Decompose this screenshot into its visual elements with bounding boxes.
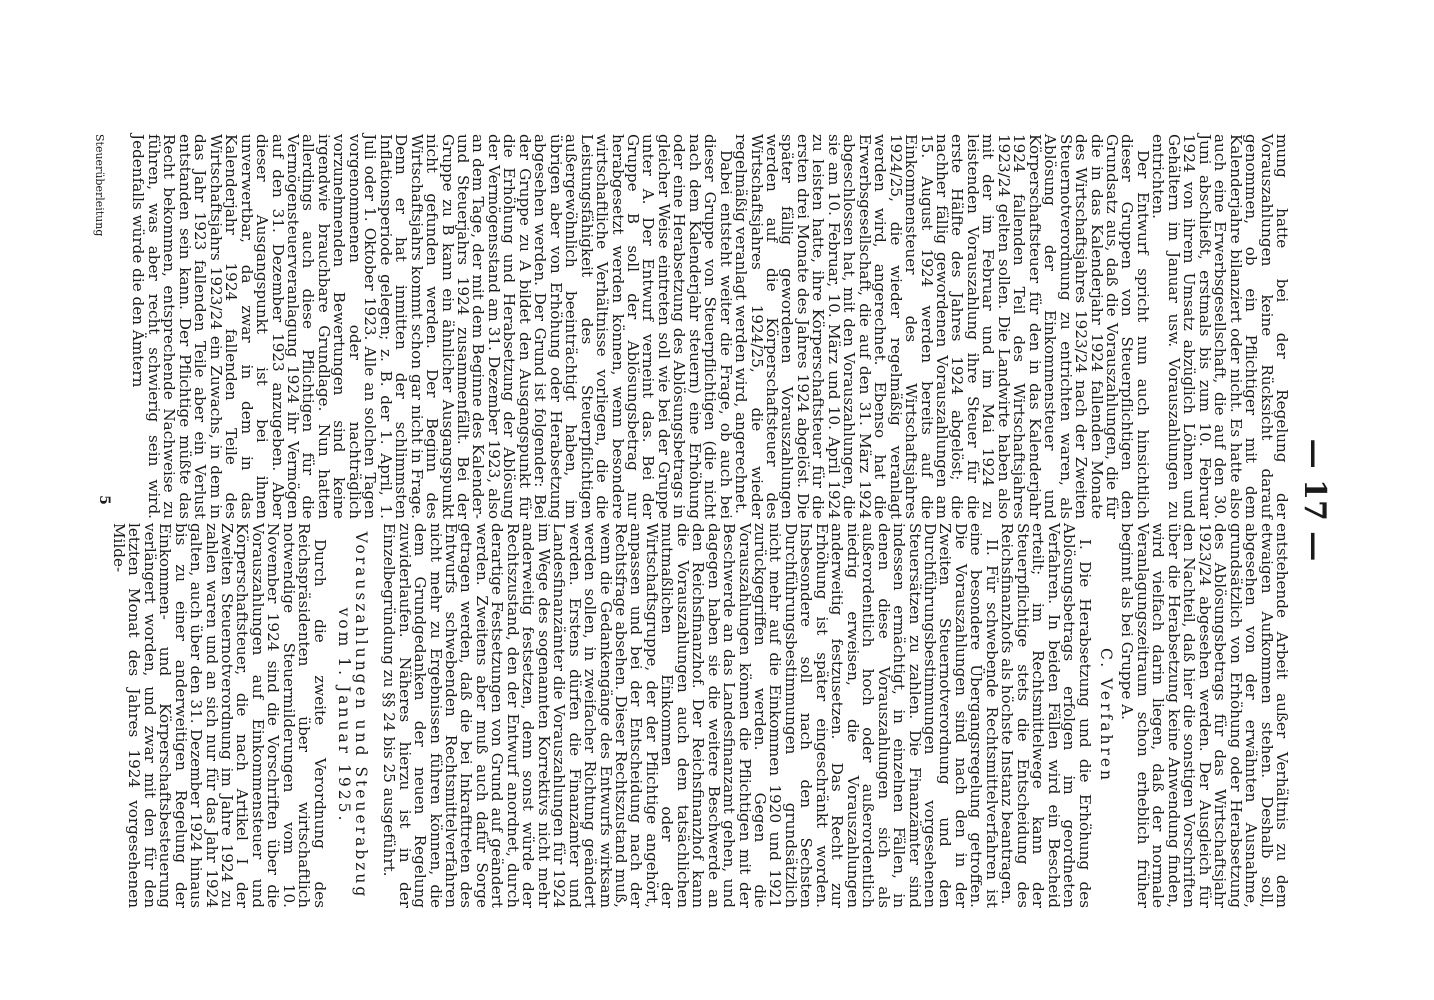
page-number: — 17 —: [1297, 438, 1332, 562]
paragraph: II. Für schwebende Rechtsmittelverfahren ist eine besondere Übergangsregelung getroffen. Die Vorauszahlungen sind nach den in der Zweiten Steuernotverordnung und den Durchführungsbestimmungen vorgesehenen Steuersätzen zu zahlen. Die Finanzämter sind indessen ermächtigt, in einzelnen Fällen, in denen diese Vorauszahlungen sich als außerordentlich hoch oder außerordentlich niedrig erweisen, die Vorauszahlungen anderweitig festzusetzen. Das Recht zur Erhöhung ist später eingeschränkt worden. Insbesondere soll nach den Sechsten Durchführungsbestimmungen grundsätzlich nicht mehr auf die Einkommen 1920 und 1921 zurückgegriffen werden. Gegen die Vorauszahlungen können die Pflichtigen mit der Beschwerde an das Landesfinanzamt gehen, und dagegen haben sie die weitere Beschwerde an den Reichsfinanzhof. Der Reichsfinanzhof kann die Vorauszahlungen auch dem tatsächlichen mutmaßlichen Einkommen oder der Wirtschaftsgruppe, der der Pflichtige angehört, anpassen und bei der Entscheidung nach der Rechtsfrage absehen. Dieser Rechtszustand muß, wenn die Gedankengänge des Entwurfs wirksam werden sollen, in zweifacher Richtung geändert werden. Erstens dürfen die Finanzämter und Landesfinanzämter die Vorauszahlungen für 1924 im Wege des sogenannten Korrektivs nicht mehr anderweitig festsetzen, denn sonst würde der Rechtszustand, den der Entwurf anordnet, durch derartige Festsetzungen von Grund auf geändert werden. Zweitens aber muß auch dafür Sorge getragen werden, daß die bei Inkrafttreten des Entwurfs schwebenden Rechtsmittelverfahren nicht mehr zu Ergebnissen führen können, die dem Grundgedanken der neuen Regelung zuwiderlaufen. Näheres hierzu ist in der Einzelbegründung zu §§ 24 bis 25 ausgeführt.: [380, 523, 1001, 908]
paragraph: Der Entwurf spricht nun auch hinsichtlich dieser Gruppen von Steuerpflichtigen den Grundsatz aus, daß die Vorauszahlungen, die für die in das Kalenderjahr 1924 fallenden Monate des Wirtschaftsjahres 1923/24 nach der Zweiten Steuernotverordnung zu entrichten waren, als Ablösung der Einkommensteuer und Körperschaftsteuer für den in das Kalenderjahr 1924 fallenden Teil des Wirtschaftsjahres 1923/24 gelten sollen. Die Landwirte haben also mit der im Februar und im Mai 1924 zu leistenden Vorauszahlung ihre Steuer für die erste Hälfte des Jahres 1924 abgelöst; die nachher fällig gewordenen Vorauszahlungen am 15. August 1924 werden bereits auf die Einkommensteuer des Wirtschaftsjahres 1924/25, die wieder regelmäßig veranlagt werden wird, angerechnet. Ebenso hat die Erwerbsgesellschaft, die auf den 31. März 1924 abgeschlossen hat, mit den Vorauszahlungen, die sie am 10. Februar, 10. März und 10. April 1924 zu leisten hatte, ihre Körperschaftsteuer für die ersten drei Monate des Jahres 1924 abgelöst. Die später fällig gewordenen Vorauszahlungen werden auf die Körperschaftsteuer des Wirtschaftsjahres 1924/25, die wieder regelmäßig veranlagt werden wird, angerechnet.: [732, 134, 1152, 519]
paragraph: Dabei entsteht weiter die Frage, ob auch bei dieser Gruppe von Steuerpflichtigen (die nicht nach dem Kalenderjahr steuern) eine Erhöhung oder eine Herabsetzung des Ablösungsbetrags in gleicher Weise eintreten soll wie bei der Gruppe unter A. Der Entwurf verneint das. Bei der Gruppe B soll der Ablösungsbetrag nur herabgesetzt werden können, wenn besondere wirtschaftliche Verhältnisse vorliegen, die die Leistungsfähigkeit des Steuerpflichtigen außergewöhnlich beeinträchtigt haben, im übrigen aber von Erhöhung oder Herabsetzung abgesehen werden. Der Grund ist folgender: Bei der Gruppe zu A bildet den Ausgangspunkt für die Erhöhung und Herabsetzung der Ablösung der Vermögensstand am 31. Dezember 1923, also an dem Tage, der mit dem Beginne des Kalender- und Steuerjahrs 1924 zusammenfällt. Bei der Gruppe zu B kann ein ähnlicher Ausgangspunkt nicht gefunden werden. Der Beginn des Wirtschaftsjahrs kommt schon gar nicht in Frage. Denn er hat inmitten der schlimmsten Inflationsperiode gelegen; z. B. der 1. April, 1. Juli oder 1. Oktober 1923. Alle an solchen Tagen vorgenommenen oder nachträglich vorzunehmenden Bewertungen sind keine irgendwie brauchbare Grundlage. Nun hatten allerdings auch diese Pflichtigen für die Vermögensteuerveranlagung 1924 ihr Vermögen auf den 31. Dezember 1923 anzugeben. Aber dieser Ausgangspunkt ist bei ihnen unverwertbar, da zwar in dem in das Kalenderjahr 1924 fallenden Teile des Wirtschaftsjahrs 1923/24 ein Zuwachs, in dem in das Jahr 1923 fallenden Teile aber ein Verlust entstanden sein kann. Der Pflichtige müßte das Recht bekommen, entsprechende Nachweise zu führen, was aber recht schwierig sein wird. Jedenfalls würde die den Ämtern: [129, 134, 735, 519]
paragraph: Durch die zweite Verordnung des Reichspräsidenten über wirtschaftlich notwendige Steuermilderungen vom 10. November 1924 sind die Vorschriften über die Vorauszahlungen auf Einkommensteuer und Körperschaftsteuer, die nach Artikel I der Zweiten Steuernotverordnung im Jahre 1924 zu zahlen waren und an sich nur für das Jahr 1924 galten, auch über den 31. Dezember 1924 hinaus bis zu einer anderweitigen Regelung der Einkommen- und Körperschaftsbesteuerung verlängert worden, und zwar mit den für den letzten Monat des Jahres 1924 vorgesehenen Milde-: [109, 523, 329, 908]
right-column: [110, 523, 1289, 908]
footer-signature: Steuerüberleitung: [93, 134, 106, 237]
left-column: [130, 134, 1289, 519]
paragraph: mung hatte bei der Regelung der Vorauszahlungen keine Rücksicht darauf genommen, ob ein Pflichtiger mit dem Kalenderjahre bilanziert oder nicht. Es hatte also auch eine Erwerbsgesellschaft, die auf den 30. Juni abschließt, erstmals bis zum 10. Februar 1924 von ihrem Umsatz abzüglich Löhnen und Gehältern im Januar usw. Vorauszahlungen zu entrichten.: [1149, 134, 1291, 519]
paragraph: entstehende Arbeit außer Verhältnis zu dem etwaigen Aufkommen stehen. Deshalb soll, abgesehen von der erwähnten Ausnahme, grundsätzlich von Erhöhung oder Herabsetzung des Ablösungsbetrags für das Wirtschaftsjahr 1923/24 abgesehen werden. Der Ausgleich für den Nachteil, daß hier die sonstigen Vorschriften über die Herabsetzung keine Anwendung finden, wird vielfach darin liegen, daß der normale Veranlagungszeitraum schon erheblich früher beginnt als bei Gruppe A.: [1118, 523, 1291, 908]
section-title-d: [335, 523, 369, 908]
signature-mark: 5: [96, 495, 112, 505]
section-title-d-line2: vom 1. Januar 1925.: [334, 607, 353, 824]
section-title-d-line1: Vorauszahlungen und Steuerabzug: [351, 531, 370, 900]
section-title-c: C. Verfahren: [1097, 647, 1116, 784]
paragraph: I. Die Herabsetzung und die Erhöhung des Ablösungsbetrags erfolgen im geordneten Verfahren. In beiden Fällen wird ein Bescheid erteilt; im Rechtsmittelwege kann der Steuerpflichtige stets die Entscheidung des Reichsfinanzhofs als höchste Instanz beantragen.: [998, 523, 1094, 908]
